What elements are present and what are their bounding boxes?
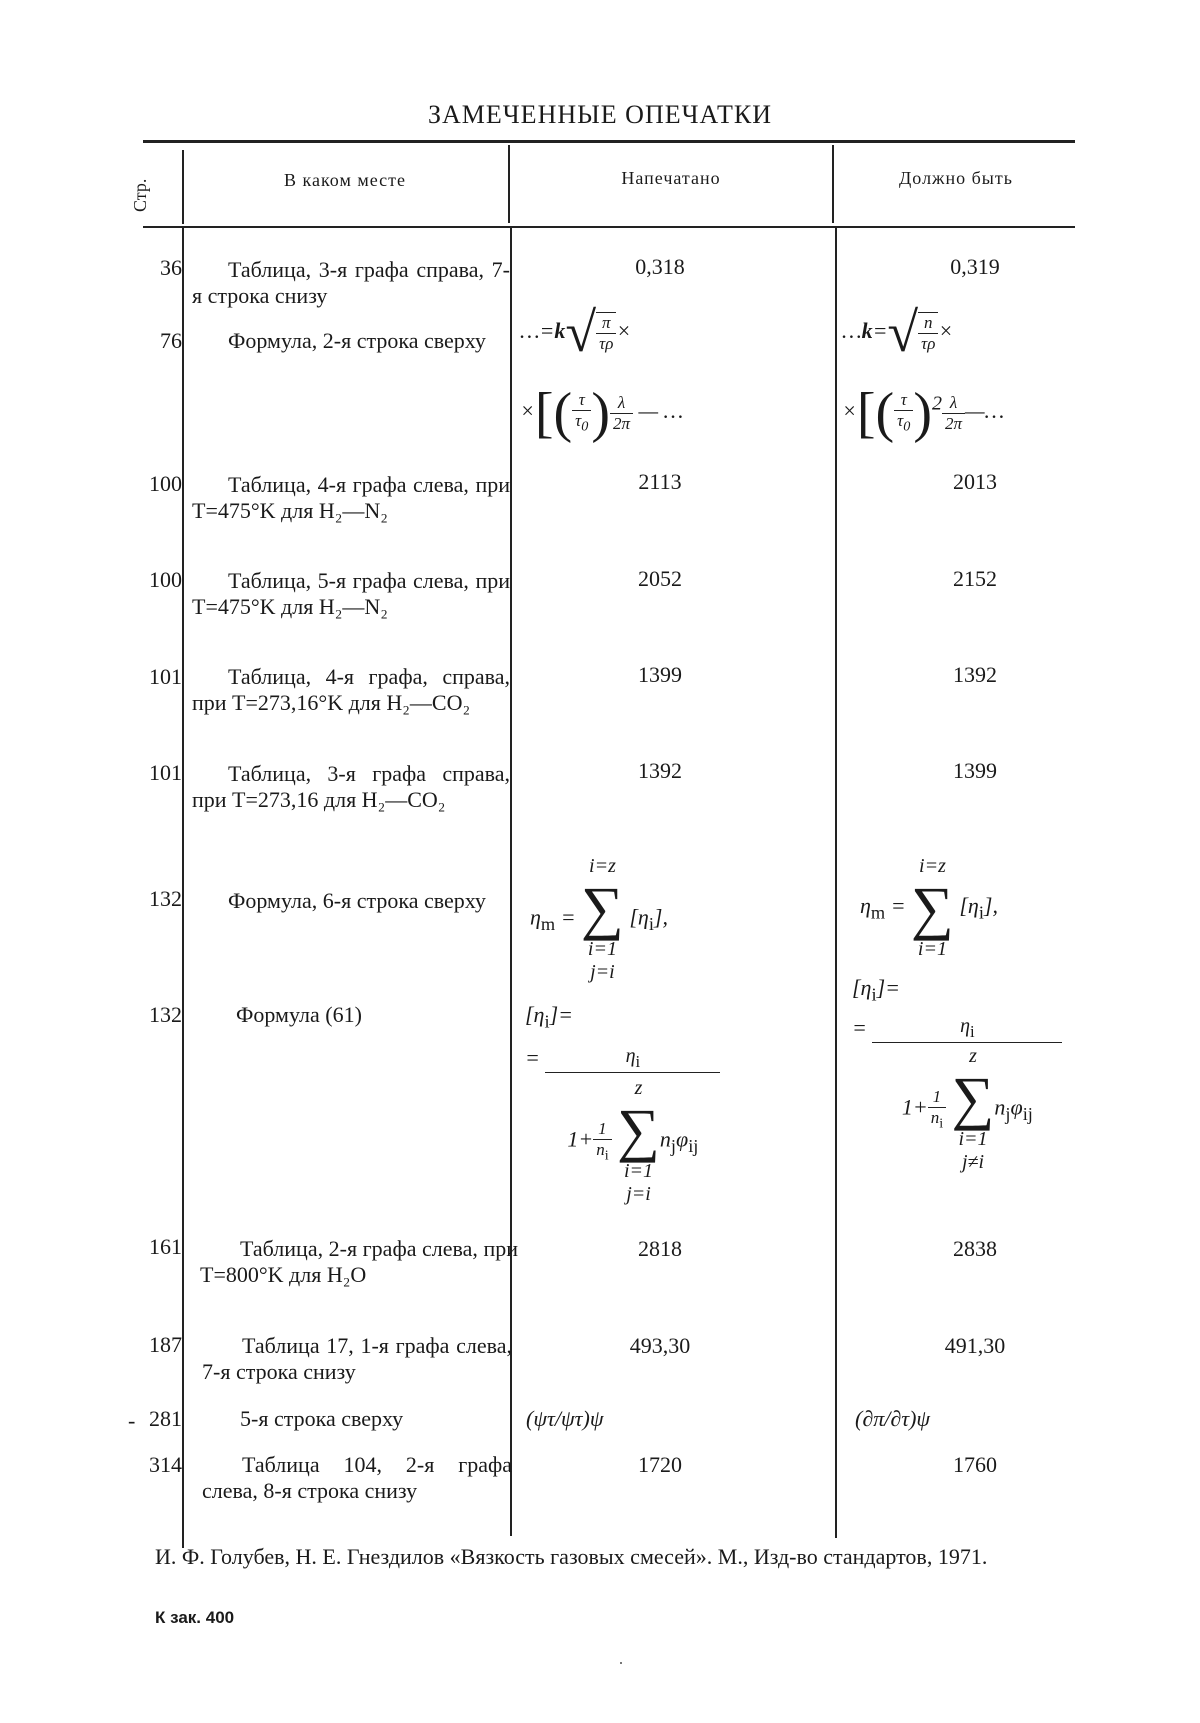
header-should-be: Должно быть: [899, 168, 1013, 188]
source-citation: И. Ф. Голубев, Н. Е. Гнездилов «Вязкость газовых смесей». М., Изд-во стандартов, 1971.: [155, 1544, 988, 1569]
row-page: 187: [149, 1332, 182, 1357]
header-printed: Напечатано: [621, 168, 721, 188]
row-place: Таблица, 3-я графа справа, при T=273,16 для H₂—CO₂: [192, 761, 510, 812]
formula-should-be: $[\eta_i]=$: [852, 975, 900, 1005]
row-should-be: 1392: [953, 662, 997, 687]
row-page: 100: [149, 567, 182, 592]
row-page: 100: [149, 471, 182, 496]
print-speck: [620, 1662, 622, 1664]
formula-printed: $\eta_m$ = i=z ∑ i=1 j=i $[\eta_i]$,: [530, 855, 668, 983]
row-should-be: 1399: [953, 758, 997, 783]
row-place: Формула (61): [236, 1002, 362, 1027]
formula-should-be-2: = $\eta_i$ 1+ $\frac{1}{n_i}$ z ∑ i=1 j≠i $n_j\varphi_{ij}$: [852, 1015, 1062, 1174]
row-place: Таблица, 4-я графа, справа, при T=273,16°K для H₂—CO₂: [192, 664, 510, 715]
row-place: Таблица, 2-я графа слева, при T=800°K для H₂O: [200, 1236, 518, 1287]
formula-printed-2: = $\eta_i$ 1+ $\frac{1}{n_i}$ z ∑ i=1 j=i $n_j\varphi_{ij}$: [525, 1045, 720, 1206]
formula-printed: $[\eta_i]=$: [525, 1002, 573, 1032]
row-printed: 1720: [638, 1452, 682, 1477]
row-should-be: 491,30: [944, 1333, 1006, 1358]
row-should-be: 1760: [953, 1452, 997, 1477]
row-page: 101: [149, 760, 182, 785]
row-place: Таблица 104, 2-я графа слева, 8-я строка снизу: [202, 1452, 512, 1503]
formula-should-be: …k=√ $\frac{n}{\tau\rho}$ ×: [842, 302, 954, 364]
row-place: Формула, 2-я строка сверху: [228, 328, 486, 353]
row-place: Таблица, 4-я графа слева, при T=475°K для H₂—N₂: [192, 472, 510, 523]
row-page: 76: [160, 328, 182, 353]
margin-mark: -: [128, 1408, 136, 1433]
row-printed: 1392: [638, 758, 682, 783]
row-printed: 1399: [638, 662, 682, 687]
row-should-be: 0,319: [950, 254, 1000, 279]
row-printed: (ψτ/ψτ)ψ: [526, 1406, 604, 1431]
formula-should-be-2: ×[( $\frac{\tau}{\tau_0}$ )$^2$ $\frac{\lambda}{2\pi}$ —…: [842, 382, 1005, 444]
header-place: В каком месте: [283, 170, 407, 190]
row-place: Таблица 17, 1-я графа слева, 7-я строка снизу: [202, 1333, 512, 1384]
header-divider-2: [508, 145, 510, 223]
body-divider-1: [182, 228, 184, 1548]
row-place: 5-я строка сверху: [240, 1406, 404, 1431]
formula-printed: …=k√ $\frac{\pi}{\tau\rho}$ ×: [520, 302, 632, 364]
row-printed: 0,318: [635, 254, 685, 279]
row-place: Таблица, 5-я графа слева, при T=475°K для H₂—N₂: [192, 568, 510, 619]
formula-printed-2: ×[( $\frac{\tau}{\tau_0}$ ) $\frac{\lambda}{2\pi}$ — …: [520, 382, 684, 444]
row-page: 132: [149, 1002, 182, 1027]
row-page: 161: [149, 1234, 182, 1259]
row-should-be: 2838: [953, 1236, 997, 1261]
row-page: 314: [149, 1452, 182, 1477]
order-number: К зак. 400: [155, 1608, 235, 1627]
row-place: Формула, 6-я строка сверху: [228, 888, 486, 913]
row-should-be: (∂π/∂τ)ψ: [855, 1406, 931, 1431]
row-printed: 493,30: [629, 1333, 691, 1358]
row-should-be: 2152: [953, 566, 997, 591]
row-printed: 2818: [638, 1236, 682, 1261]
row-printed: 2113: [638, 469, 682, 494]
row-should-be: 2013: [953, 469, 997, 494]
row-place: Таблица, 3-я графа справа, 7-я строка снизу: [192, 257, 510, 308]
header-divider-1: [182, 150, 184, 224]
page-title: ЗАМЕЧЕННЫЕ ОПЕЧАТКИ: [427, 100, 772, 129]
formula-should-be: $\eta_m$ = i=z ∑ i=1 $[\eta_i]$,: [860, 855, 998, 960]
row-page: 281: [149, 1406, 182, 1431]
header-divider-3: [832, 145, 834, 223]
header-page: Стр.: [130, 178, 150, 212]
row-page: 132: [149, 886, 182, 911]
row-page: 101: [149, 664, 182, 689]
table-header-rule: [143, 226, 1075, 228]
row-printed: 2052: [638, 566, 682, 591]
table-top-rule: [143, 140, 1075, 143]
row-page: 36: [160, 255, 182, 280]
